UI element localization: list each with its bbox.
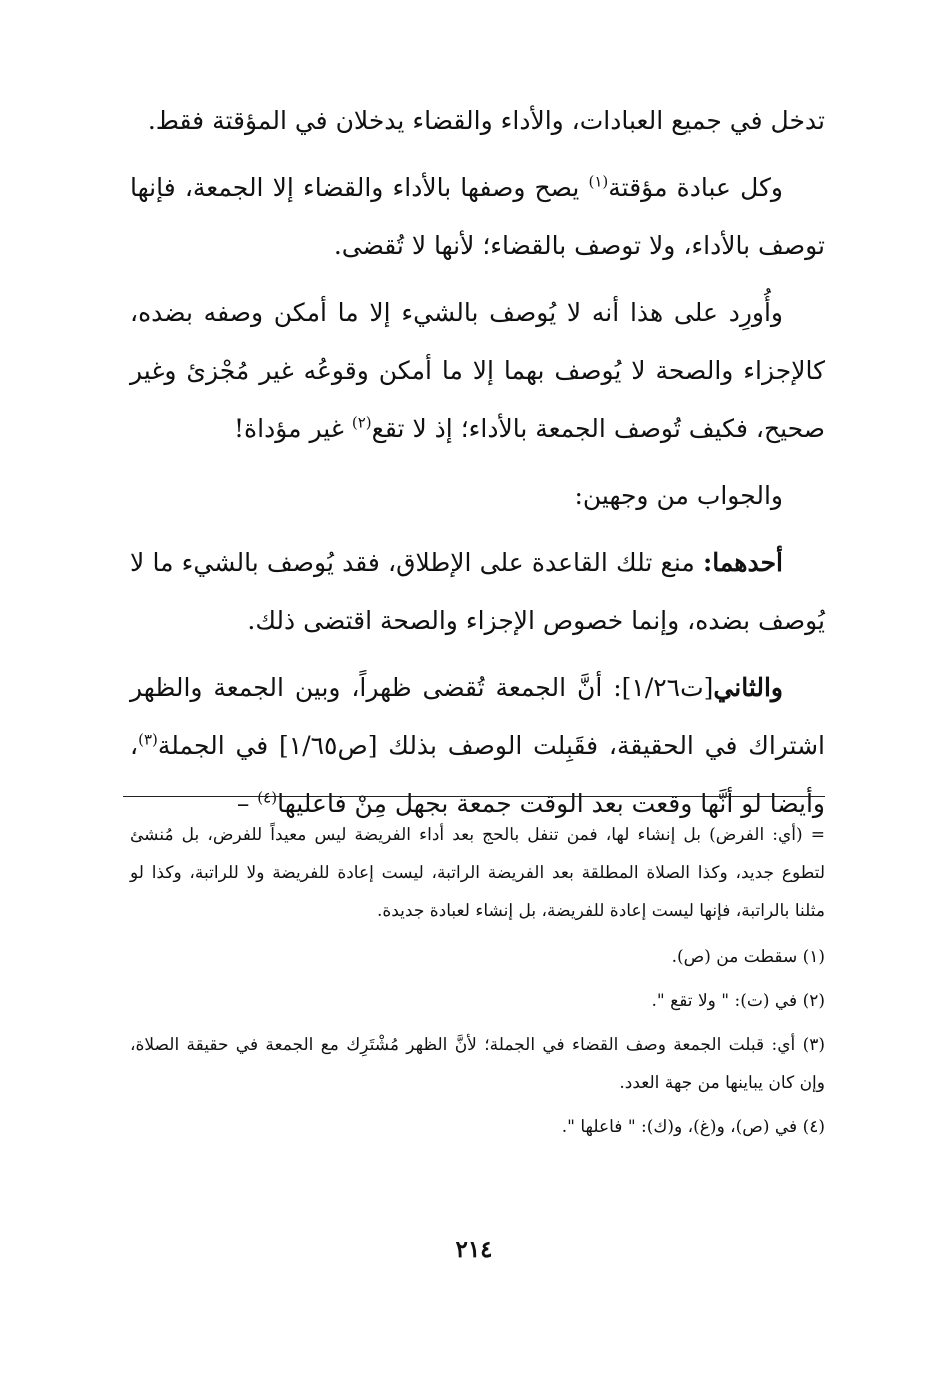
paragraph-4: والجواب من وجهين: bbox=[574, 481, 783, 510]
footnote-ref-1[interactable]: (١) bbox=[588, 172, 609, 191]
footnote-ref-4[interactable]: (٤) bbox=[257, 788, 278, 807]
footnote-2: (٢) في (ت): " ولا تقع ". bbox=[651, 991, 825, 1011]
footnote-divider bbox=[123, 796, 825, 797]
footnote-ref-2[interactable]: (٢) bbox=[351, 413, 372, 432]
paragraph-1-text: تدخل في جميع العبادات، والأداء والقضاء يدخلان في المؤقتة فقط. bbox=[147, 106, 825, 135]
paragraph-3: وأُورِد على هذا أنه لا يُوصف بالشيء إلا ما أمكن وصفه بضده، كالإجزاء والصحة لا يُوصف بهما إلا ما أمكن وقوعُه غير مُجْزئ وغير صحيح، فكيف تُوصف الجمعة بالأداء؛ إذ لا تقع$^{(٢)}$ غير مؤداة! bbox=[130, 298, 825, 443]
first-answer-label: أحدهما: bbox=[702, 548, 783, 577]
footnote-1: (١) سقطت من (ص). bbox=[671, 947, 825, 967]
paragraph-5: أحدهما: منع تلك القاعدة على الإطلاق، فقد يُوصف بالشيء ما لا يُوصف بضده، وإنما خصوص الإجزاء والصحة اقتضى ذلك. bbox=[130, 548, 825, 635]
paragraph-2: وكل عبادة مؤقتة$^{(١)}$ يصح وصفها بالأداء والقضاء إلا الجمعة، فإنها توصف بالأداء، ولا توصف بالقضاء؛ لأنها لا تُقضى. bbox=[130, 172, 825, 260]
footnote-ref-3[interactable]: (٣) bbox=[138, 730, 158, 749]
second-answer-label: والثاني bbox=[713, 673, 783, 702]
footnote-3: (٣) أي: قبلت الجمعة وصف القضاء في الجملة؛ لأنَّ الظهر مُشْتَرِك مع الجمعة في حقيقة الصلاة، وإن كان يباينها من جهة العدد. bbox=[130, 1035, 825, 1093]
page-number: ٢١٤ bbox=[455, 1236, 493, 1263]
footnote-continuation: = (أي: الفرض) بل إنشاء لها، فمن تنفل بالحج بعد أداء الفريضة ليس معيداً للفرض، بل مُنشئ لتطوع جديد، وكذا الصلاة المطلقة بعد الفريضة الراتبة، ليست إعادة للفريضة ولا للراتبة، وكذا لو مثلنا بالراتبة، فإنها ليست إعادة للفريضة، بل إنشاء لعبادة جديدة. bbox=[130, 825, 825, 921]
main-text bbox=[130, 92, 825, 842]
paragraph-1 bbox=[130, 92, 825, 150]
footnotes bbox=[130, 816, 825, 1152]
paragraph-6: والثاني[ت١/٢٦]: أنَّ الجمعة تُقضى ظهراً، وبين الجمعة والظهر اشتراك في الحقيقة، فقَبِلت الوصف بذلك [ص١/٦٥] في الجملة$^{(٣)}$، وأيضا لو أنَّها وقعت بعد الوقت جمعة بجهل مِنْ فاعليها$^{(٤)}$ – bbox=[130, 673, 825, 818]
footnote-4: (٤) في (ص)، و(غ)، و(ك): " فاعلها ". bbox=[561, 1117, 825, 1137]
